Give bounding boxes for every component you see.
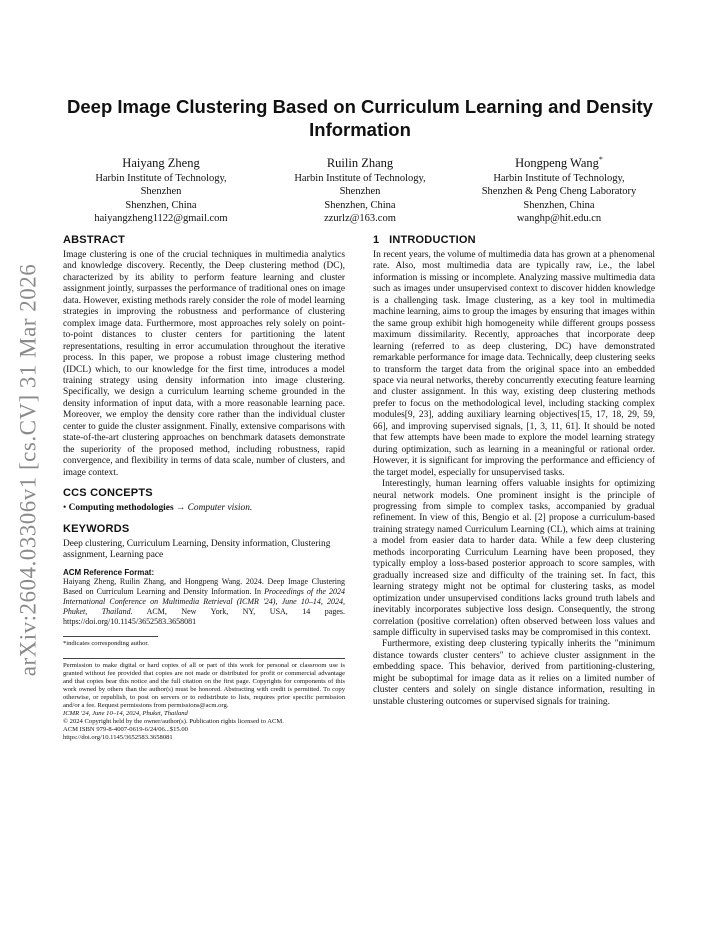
doi-link[interactable]: https://doi.org/10.1145/3652583.3658081 (63, 734, 173, 742)
author-name: Haiyang Zheng (122, 156, 200, 171)
affiliation-line: Shenzhen, China (523, 199, 595, 211)
ccs-arrow: → (175, 503, 186, 514)
author-name: Ruilin Zhang (326, 156, 394, 171)
copyright-line: © 2024 Copyright held by the owner/author(s). Publication rights licensed to ACM. (63, 718, 284, 726)
right-column (373, 234, 655, 708)
reference-tail: ACM, New York, NY, USA, 14 pages. https://doi.org/10.1145/3652583.3658081 (63, 607, 345, 627)
ccs-concept: Computing methodologies (68, 503, 174, 514)
intro-paragraph-2: Interestingly, human learning offers valuable insights for optimizing neural network models. One prominent insight is the principle of progressing from simple to complex tasks, accompanied by gradual refinement. In view of this, Bengio et al. [2] propose a curriculum-based training strategy named Curriculum Learning (CL), which aims at training a model from easier data to harder data. While a few deep clustering methods incorporating Curriculum Learning have been proposed, they typically employ a loss-based posterior approach to score samples, with gradually increased size and difficulty of the training set. In fact, this learning strategy might not be optimal for clustering tasks, as model optimization under unsupervised conditions lacks ground truth labels and inevitably incorporates subjective loss design. Consequently, the strong correlation (positive correlation) often observed between loss values and sample difficulty in supervised tasks may be compromised in this context. (373, 479, 655, 638)
paper-title: Deep Image Clustering Based on Curriculum Learning and Density Information (67, 96, 653, 140)
arxiv-stamp (8, 250, 48, 690)
author-3 (460, 152, 658, 225)
footnote-divider (63, 636, 158, 637)
author-name: Hongpeng Wang (515, 156, 599, 171)
reference-authors: Haiyang Zheng, Ruilin Zhang, and Hongpeng Wang. 2024. Deep Image Clustering Based on Curriculum Learning and Density Information. In (63, 577, 345, 597)
keywords-heading: KEYWORDS (63, 522, 130, 535)
author-email[interactable]: zzurlz@163.com (324, 213, 396, 225)
ccs-concepts (63, 503, 345, 515)
ccs-bullet: • (63, 503, 67, 514)
ccs-heading: CCS CONCEPTS (63, 487, 153, 500)
abstract-text: Image clustering is one of the crucial techniques in multimedia analytics and knowledge discovery. Recently, the Deep clustering method (DC), characterized by its ability to perform feature learning and cluster assignment jointly, surpasses the performance of traditional ones on image data. However, existing methods rarely consider the role of model learning strategies in improving the robustness and performance of clustering complex image data. Furthermore, most approaches rely solely on point-to-point distances to cluster centers for partitioning the latent representations, resulting in error accumulation throughout the iterative process. In this paper, we propose a robust image clustering method (IDCL) which, to our knowledge for the first time, introduces a model training strategy using density information into image clustering. Specifically, we design a curriculum learning scheme grounded in the density information of input data, with a more reasonable learning pace. Moreover, we employ the density core rather than the individual cluster center to guide the cluster assignment. Finally, extensive comparisons with state-of-the-art clustering approaches on benchmark datasets demonstrate the superiority of the proposed method, including robustness, rapid convergence, and flexibility in terms of data scale, number of clusters, and image context. (63, 250, 345, 478)
reference-format-heading: ACM Reference Format: (63, 568, 155, 578)
reference-format-text (63, 577, 345, 627)
corresponding-author-footnote: *indicates corresponding author. (63, 640, 149, 648)
permission-venue (63, 710, 345, 718)
isbn-line: ACM ISBN 979-8-4007-0619-6/24/06...$15.00 (63, 726, 188, 734)
author-1 (62, 152, 260, 225)
introduction-heading: 1 INTRODUCTION (373, 234, 476, 246)
keywords-text: Deep clustering, Curriculum Learning, Density information, Clustering assignment, Learning pace (63, 538, 331, 561)
affiliation-line: Harbin Institute of Technology, (95, 173, 227, 185)
permission-divider (63, 658, 345, 659)
reference-venue: Proceedings of the 2024 International Conference on Multimedia Retrieval (ICMR '24), June 10–14, 2024, Phuket, Thailand. (63, 587, 345, 617)
affiliation-line: Shenzhen, China (125, 199, 197, 211)
author-email[interactable]: haiyangzheng1122@gmail.com (94, 213, 228, 225)
affiliation-line: Shenzhen (339, 186, 381, 198)
arxiv-stamp-text: arXiv:2604.03306v1 [cs.CV] 31 Mar 2026 (15, 263, 41, 677)
corresponding-mark: * (598, 155, 603, 164)
author-email[interactable]: wanghp@hit.edu.cn (516, 213, 602, 225)
affiliation-line: Shenzhen & Peng Cheng Laboratory (481, 186, 637, 198)
intro-paragraph-3: Furthermore, existing deep clustering typically inherits the "minimum distance towards cluster centers" to achieve cluster assignment in the embedding space. This behavior, derived from partitioning-clustering, might be suboptimal for image data as it relies on a limited number of cluster centers and solely on single distance information, resulting in unstable clustering outcomes or supervised signals for training. (373, 639, 655, 707)
affiliation-line: Harbin Institute of Technology, (294, 173, 426, 185)
affiliation-line: Harbin Institute of Technology, (493, 173, 625, 185)
permission-venue-text: ICMR '24, June 10–14, 2024, Phuket, Thailand (63, 710, 188, 718)
author-2 (261, 152, 459, 225)
left-column (63, 234, 345, 742)
affiliation-line: Shenzhen (140, 186, 182, 198)
ccs-subconcept: Computer vision. (187, 503, 253, 514)
abstract-heading: ABSTRACT (63, 234, 126, 246)
intro-paragraph-1: In recent years, the volume of multimedia data has grown at a phenomenal rate. Also, most multimedia data are typically raw, i.e., the label information is missing or incomplete. Analyzing massive multimedia data such as images under unsupervised context to discover hidden knowledge is a challenging task. Image clustering, as a key tool in multimedia machine learning, aims to group the images by ensuring that images within the same group exhibit high homogeneity while different groups possess maximum dissimilarity. Recently, approaches that incorporate deep learning (referred to as deep clustering, DC) have demonstrated remarkable performance for image data. Technically, deep clustering seeks to transform the target data from the original space into an embedded space via neural networks, thereby concurrently executing feature learning and cluster assignment. In this way, existing deep clustering methods prefer to focus on the methodological level, including stacking complex modules[9, 23], adding auxiliary learning objectives[15, 17, 18, 29, 59, 66], and improving supervised signals, [1, 3, 11, 61]. It should be noted that few attempts have been made to explore the model learning strategy during optimization, such as learning in a meaningful or rational order. However, it is significant for improving the performance and efficiency of the target model, especially for unsupervised tasks. (373, 250, 655, 478)
author-block (62, 152, 658, 225)
affiliation-line: Shenzhen, China (324, 199, 396, 211)
permission-text: Permission to make digital or hard copies of all or part of this work for personal or classroom use is granted without fee provided that copies are not made or distributed for profit or commercial advantage and that copies bear this notice and the full citation on the first page. Copyrights for components of this work owned by others than the author(s) must be honored. Abstracting with credit is permitted. To copy otherwise, or republish, to post on servers or to redistribute to lists, requires prior specific permission and/or a fee. Request permissions from permissions@acm.org. (63, 662, 345, 710)
